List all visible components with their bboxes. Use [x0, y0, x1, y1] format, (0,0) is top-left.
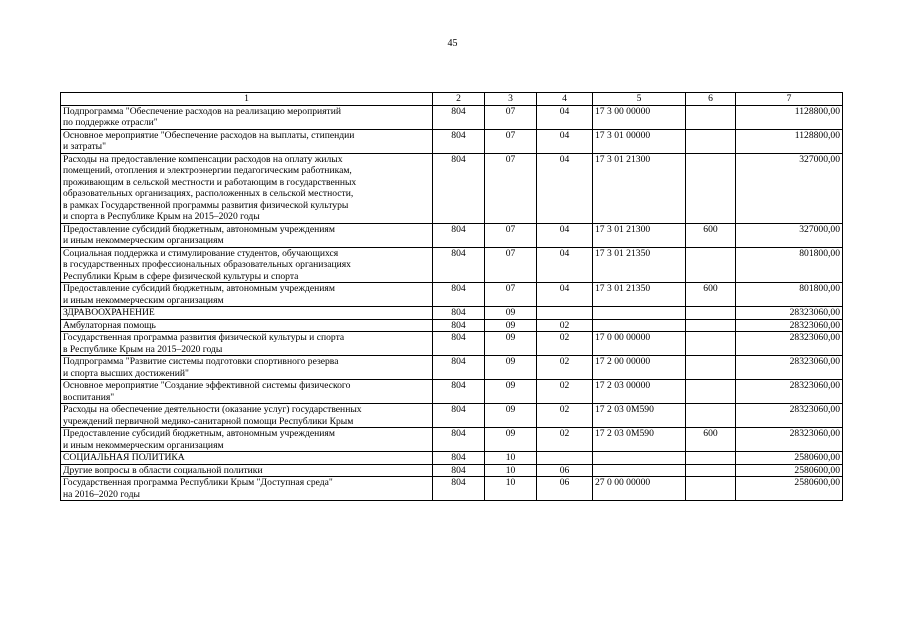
row-code-cell: 804 [433, 283, 485, 307]
row-subsection-cell [537, 452, 593, 465]
row-amount-cell: 28323060,00 [736, 307, 843, 320]
header-row [61, 93, 843, 106]
row-section-cell: 10 [485, 452, 537, 465]
header-cell: 2 [433, 93, 485, 106]
row-subsection-cell [537, 307, 593, 320]
row-target-article-cell: 17 2 03 0М590 [593, 428, 686, 452]
row-amount-cell: 28323060,00 [736, 356, 843, 380]
row-name-cell: СОЦИАЛЬНАЯ ПОЛИТИКА [61, 452, 433, 465]
row-target-article-cell: 17 3 01 00000 [593, 129, 686, 153]
row-target-article-cell [593, 307, 686, 320]
table-row [61, 283, 843, 307]
table-row [61, 452, 843, 465]
row-subsection-cell: 04 [537, 153, 593, 223]
row-amount-cell: 28323060,00 [736, 404, 843, 428]
row-expense-type-cell [686, 477, 736, 501]
row-amount-cell: 28323060,00 [736, 332, 843, 356]
table-row [61, 464, 843, 477]
page-number: 45 [447, 38, 458, 49]
table-row [61, 404, 843, 428]
row-section-cell: 09 [485, 380, 537, 404]
table-row [61, 477, 843, 501]
table-row [61, 319, 843, 332]
row-name-cell: Расходы на предоставление компенсации расходов на оплату жилых помещений, отопления и электроэнергии педагогическим работникам, проживающим в сельской местности и работающим в государственных образовательных организациях, расположенных в сельской местности, в рамках Государственной программы развития физической культуры и спорта в Республике Крым на 2015–2020 годы [61, 153, 433, 223]
row-expense-type-cell [686, 404, 736, 428]
row-name-cell: Основное мероприятие "Создание эффективной системы физического воспитания" [61, 380, 433, 404]
row-section-cell: 09 [485, 356, 537, 380]
row-expense-type-cell [686, 380, 736, 404]
row-subsection-cell: 06 [537, 464, 593, 477]
row-target-article-cell: 17 3 01 21300 [593, 223, 686, 247]
row-subsection-cell: 04 [537, 129, 593, 153]
table-row [61, 247, 843, 283]
table-row [61, 380, 843, 404]
row-name-cell: Государственная программа Республики Крым "Доступная среда" на 2016–2020 годы [61, 477, 433, 501]
row-amount-cell: 2580600,00 [736, 477, 843, 501]
row-target-article-cell: 17 2 03 00000 [593, 380, 686, 404]
row-name-cell: ЗДРАВООХРАНЕНИЕ [61, 307, 433, 320]
row-expense-type-cell [686, 319, 736, 332]
row-amount-cell: 2580600,00 [736, 464, 843, 477]
row-amount-cell: 1128800,00 [736, 129, 843, 153]
row-amount-cell: 28323060,00 [736, 428, 843, 452]
row-name-cell: Амбулаторная помощь [61, 319, 433, 332]
table-row [61, 105, 843, 129]
row-target-article-cell [593, 452, 686, 465]
row-expense-type-cell: 600 [686, 283, 736, 307]
table-row [61, 332, 843, 356]
row-expense-type-cell: 600 [686, 223, 736, 247]
row-section-cell: 07 [485, 105, 537, 129]
row-expense-type-cell [686, 307, 736, 320]
row-name-cell: Основное мероприятие "Обеспечение расходов на выплаты, стипендии и затраты" [61, 129, 433, 153]
row-target-article-cell [593, 319, 686, 332]
table-row [61, 153, 843, 223]
row-code-cell: 804 [433, 464, 485, 477]
row-code-cell: 804 [433, 247, 485, 283]
row-target-article-cell: 17 3 01 21300 [593, 153, 686, 223]
row-amount-cell: 327000,00 [736, 223, 843, 247]
row-expense-type-cell: 600 [686, 428, 736, 452]
row-amount-cell: 327000,00 [736, 153, 843, 223]
row-code-cell: 804 [433, 319, 485, 332]
header-cell: 1 [61, 93, 433, 106]
row-subsection-cell: 02 [537, 428, 593, 452]
row-target-article-cell: 17 3 01 21350 [593, 283, 686, 307]
row-subsection-cell: 04 [537, 283, 593, 307]
row-code-cell: 804 [433, 452, 485, 465]
row-section-cell: 09 [485, 307, 537, 320]
row-code-cell: 804 [433, 428, 485, 452]
row-name-cell: Подпрограмма "Обеспечение расходов на реализацию мероприятий по поддержке отрасли" [61, 105, 433, 129]
row-amount-cell: 801800,00 [736, 283, 843, 307]
row-name-cell: Расходы на обеспечение деятельности (оказание услуг) государственных учреждений первичной медико-санитарной помощи Республики Крым [61, 404, 433, 428]
row-amount-cell: 801800,00 [736, 247, 843, 283]
row-expense-type-cell [686, 129, 736, 153]
row-name-cell: Подпрограмма "Развитие системы подготовки спортивного резерва и спорта высших достижений" [61, 356, 433, 380]
row-target-article-cell: 17 3 00 00000 [593, 105, 686, 129]
row-code-cell: 804 [433, 477, 485, 501]
row-code-cell: 804 [433, 129, 485, 153]
row-code-cell: 804 [433, 307, 485, 320]
row-section-cell: 07 [485, 283, 537, 307]
row-subsection-cell: 04 [537, 247, 593, 283]
row-amount-cell: 2580600,00 [736, 452, 843, 465]
row-target-article-cell: 17 2 03 0М590 [593, 404, 686, 428]
row-name-cell: Социальная поддержка и стимулирование студентов, обучающихся в государственных профессиональных образовательных организациях Республики Крым в сфере физической культуры и спорта [61, 247, 433, 283]
row-expense-type-cell [686, 332, 736, 356]
row-section-cell: 09 [485, 404, 537, 428]
row-code-cell: 804 [433, 332, 485, 356]
budget-table [60, 92, 843, 501]
row-expense-type-cell [686, 452, 736, 465]
row-target-article-cell: 27 0 00 00000 [593, 477, 686, 501]
row-amount-cell: 1128800,00 [736, 105, 843, 129]
table-row [61, 223, 843, 247]
table-row [61, 129, 843, 153]
table-row [61, 307, 843, 320]
row-subsection-cell: 02 [537, 404, 593, 428]
table-row [61, 356, 843, 380]
row-expense-type-cell [686, 105, 736, 129]
row-target-article-cell: 17 0 00 00000 [593, 332, 686, 356]
header-cell: 7 [736, 93, 843, 106]
row-amount-cell: 28323060,00 [736, 319, 843, 332]
row-expense-type-cell [686, 247, 736, 283]
row-subsection-cell: 04 [537, 223, 593, 247]
row-code-cell: 804 [433, 153, 485, 223]
row-target-article-cell [593, 464, 686, 477]
row-expense-type-cell [686, 153, 736, 223]
row-code-cell: 804 [433, 356, 485, 380]
row-name-cell: Предоставление субсидий бюджетным, автономным учреждениям и иным некоммерческим организациям [61, 283, 433, 307]
row-section-cell: 07 [485, 247, 537, 283]
row-subsection-cell: 02 [537, 332, 593, 356]
row-section-cell: 07 [485, 223, 537, 247]
row-section-cell: 09 [485, 319, 537, 332]
row-subsection-cell: 02 [537, 380, 593, 404]
row-code-cell: 804 [433, 223, 485, 247]
row-section-cell: 10 [485, 477, 537, 501]
row-name-cell: Другие вопросы в области социальной политики [61, 464, 433, 477]
row-subsection-cell: 04 [537, 105, 593, 129]
row-target-article-cell: 17 3 01 21350 [593, 247, 686, 283]
row-section-cell: 07 [485, 153, 537, 223]
row-expense-type-cell [686, 464, 736, 477]
row-target-article-cell: 17 2 00 00000 [593, 356, 686, 380]
row-subsection-cell: 06 [537, 477, 593, 501]
row-code-cell: 804 [433, 380, 485, 404]
row-section-cell: 10 [485, 464, 537, 477]
row-code-cell: 804 [433, 105, 485, 129]
row-section-cell: 09 [485, 428, 537, 452]
table-row [61, 428, 843, 452]
header-cell: 3 [485, 93, 537, 106]
header-cell: 4 [537, 93, 593, 106]
row-section-cell: 07 [485, 129, 537, 153]
row-subsection-cell: 02 [537, 319, 593, 332]
row-name-cell: Предоставление субсидий бюджетным, автономным учреждениям и иным некоммерческим организациям [61, 428, 433, 452]
row-subsection-cell: 02 [537, 356, 593, 380]
header-cell: 5 [593, 93, 686, 106]
row-section-cell: 09 [485, 332, 537, 356]
row-expense-type-cell [686, 356, 736, 380]
row-code-cell: 804 [433, 404, 485, 428]
row-name-cell: Государственная программа развития физической культуры и спорта в Республике Крым на 2015–2020 годы [61, 332, 433, 356]
row-name-cell: Предоставление субсидий бюджетным, автономным учреждениям и иным некоммерческим организациям [61, 223, 433, 247]
row-amount-cell: 28323060,00 [736, 380, 843, 404]
header-cell: 6 [686, 93, 736, 106]
